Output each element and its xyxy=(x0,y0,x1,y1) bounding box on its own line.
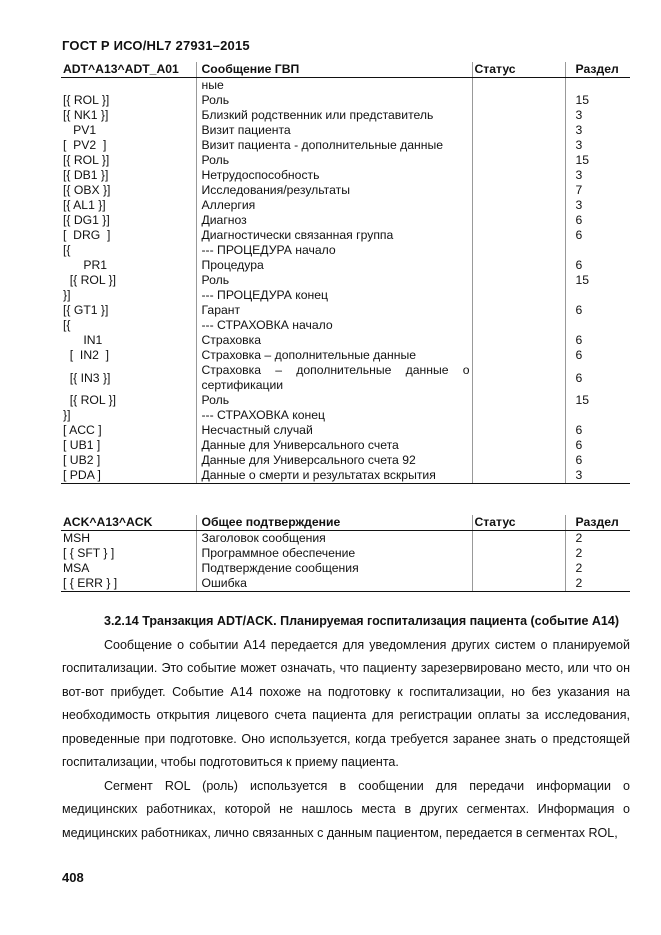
segment-cell xyxy=(61,153,196,168)
section-cell xyxy=(565,273,630,288)
description-cell-text: Близкий родственник или представитель xyxy=(201,108,434,122)
section-cell xyxy=(565,531,630,547)
section-cell-text: 15 xyxy=(575,273,590,287)
description-cell-text: --- СТРАХОВКА начало xyxy=(201,318,333,332)
section-heading: 3.2.14 Транзакция ADT/ACK. Планируемая госпитализация пациента (событие A14) xyxy=(104,614,619,628)
column-header-message: Сообщение ГВП xyxy=(196,62,472,78)
segment-cell xyxy=(61,168,196,183)
section-cell-text: 7 xyxy=(575,183,583,197)
segment-cell xyxy=(61,78,196,94)
table-row xyxy=(61,78,630,94)
section-cell-text: 6 xyxy=(575,453,583,467)
description-cell-text: --- СТРАХОВКА конец xyxy=(201,408,326,422)
table-row xyxy=(61,228,630,243)
description-cell xyxy=(196,213,472,228)
table-row xyxy=(61,273,630,288)
status-cell xyxy=(472,531,565,547)
description-cell-text: Диагноз xyxy=(201,213,247,227)
section-cell xyxy=(565,423,630,438)
segment-cell-text: [ PV2 ] xyxy=(63,138,107,152)
segment-cell xyxy=(61,423,196,438)
segment-cell-text: [ IN2 ] xyxy=(63,348,110,362)
segment-cell-text: [{ IN3 }] xyxy=(63,370,111,385)
section-cell xyxy=(565,303,630,318)
table-row xyxy=(61,453,630,468)
table-row xyxy=(61,348,630,363)
section-cell-text: 6 xyxy=(575,228,583,242)
segment-cell xyxy=(61,576,196,592)
segment-cell xyxy=(61,348,196,363)
column-header-section: Раздел xyxy=(565,62,630,78)
segment-cell xyxy=(61,273,196,288)
description-cell-text: Несчастный случай xyxy=(201,423,313,437)
section-cell xyxy=(565,348,630,363)
table-row xyxy=(61,93,630,108)
section-cell xyxy=(565,243,630,258)
table-row xyxy=(61,243,630,258)
section-cell xyxy=(565,318,630,333)
section-cell-text: 3 xyxy=(575,468,583,482)
section-cell-text: 6 xyxy=(575,213,583,227)
table-row xyxy=(61,531,630,547)
section-3-2-14 xyxy=(62,610,630,845)
status-cell xyxy=(472,438,565,453)
table-row xyxy=(61,153,630,168)
segment-cell xyxy=(61,198,196,213)
description-cell-text: --- ПРОЦЕДУРА начало xyxy=(201,243,336,257)
paragraph: Сообщение о событии A14 передается для уведомления других систем о планируемой госпитализации. Это событие может означать, что пациенту зарезервировано место, или что он вот-вот прибудет. Событие A14 похоже на подготовку к госпитализации, но без указания на необходимость открытия лицевого счета пациента для регистрации оплаты за исследования, проведенные при подготовке. Оно используется, когда требуется заранее знать о предстоящей госпитализации, чтобы подготовиться к приему пациента. xyxy=(62,637,630,769)
segment-cell-text: IN1 xyxy=(63,333,103,347)
segment-cell xyxy=(61,561,196,576)
section-cell xyxy=(565,123,630,138)
section-cell xyxy=(565,561,630,576)
segment-cell-text: [{ xyxy=(63,243,71,257)
section-cell xyxy=(565,576,630,592)
description-cell xyxy=(196,198,472,213)
status-cell xyxy=(472,333,565,348)
status-cell xyxy=(472,453,565,468)
status-cell xyxy=(472,183,565,198)
section-cell xyxy=(565,228,630,243)
description-cell-text: ные xyxy=(201,78,224,92)
description-cell xyxy=(196,423,472,438)
table-row xyxy=(61,438,630,453)
description-cell-text: Роль xyxy=(201,393,230,407)
description-cell xyxy=(196,348,472,363)
section-cell-text: 6 xyxy=(575,333,583,347)
table-row xyxy=(61,258,630,273)
segment-cell-text: [{ OBX }] xyxy=(63,183,111,197)
segment-cell xyxy=(61,546,196,561)
table-row xyxy=(61,303,630,318)
segment-cell xyxy=(61,183,196,198)
message-structure-table-adt-a13 xyxy=(61,62,630,484)
description-cell-text: Роль xyxy=(201,93,230,107)
section-cell-text: 6 xyxy=(575,423,583,437)
segment-cell xyxy=(61,303,196,318)
section-cell-text: 2 xyxy=(575,576,583,590)
status-cell xyxy=(472,303,565,318)
description-cell xyxy=(196,333,472,348)
segment-cell xyxy=(61,333,196,348)
section-cell xyxy=(565,183,630,198)
section-cell-text: 6 xyxy=(575,303,583,317)
segment-cell xyxy=(61,438,196,453)
page-number: 408 xyxy=(62,870,84,885)
section-cell-text: 15 xyxy=(575,93,590,107)
table-row xyxy=(61,108,630,123)
section-cell xyxy=(565,408,630,423)
table-row xyxy=(61,123,630,138)
description-cell xyxy=(196,453,472,468)
section-cell xyxy=(565,168,630,183)
section-cell-text: 3 xyxy=(575,198,583,212)
description-cell xyxy=(196,258,472,273)
table-row xyxy=(61,363,630,393)
table-header-row xyxy=(61,515,630,531)
segment-cell-text: [ ACC ] xyxy=(63,423,102,437)
table-row xyxy=(61,393,630,408)
description-cell-text: Гарант xyxy=(201,303,241,317)
column-header-segment: ACK^A13^ACK xyxy=(61,515,196,531)
status-cell xyxy=(472,138,565,153)
description-cell-text: Визит пациента xyxy=(201,123,291,137)
message-structure-table-ack-a13 xyxy=(61,515,630,592)
column-header-status: Статус xyxy=(472,62,565,78)
section-cell xyxy=(565,108,630,123)
section-cell-text: 15 xyxy=(575,393,590,407)
description-cell-text: Исследования/результаты xyxy=(201,183,350,197)
segment-cell-text: MSA xyxy=(63,561,90,575)
segment-cell-text: [{ AL1 }] xyxy=(63,198,106,212)
segment-cell xyxy=(61,393,196,408)
segment-cell xyxy=(61,213,196,228)
section-cell xyxy=(565,438,630,453)
column-header-status: Статус xyxy=(472,515,565,531)
description-cell xyxy=(196,468,472,484)
segment-cell xyxy=(61,468,196,484)
table-row xyxy=(61,198,630,213)
section-cell xyxy=(565,93,630,108)
segment-cell xyxy=(61,243,196,258)
status-cell xyxy=(472,273,565,288)
description-cell xyxy=(196,531,472,547)
segment-cell-text: [ UB1 ] xyxy=(63,438,101,452)
status-cell xyxy=(472,168,565,183)
status-cell xyxy=(472,213,565,228)
segment-cell-text: [ { ERR } ] xyxy=(63,576,118,590)
section-cell xyxy=(565,453,630,468)
description-cell xyxy=(196,153,472,168)
segment-cell xyxy=(61,408,196,423)
description-cell-text: Визит пациента - дополнительные данные xyxy=(201,138,443,152)
segment-cell-text: }] xyxy=(63,288,71,302)
table-row xyxy=(61,561,630,576)
table-row xyxy=(61,408,630,423)
status-cell xyxy=(472,288,565,303)
description-cell-text: Роль xyxy=(201,273,230,287)
table-row xyxy=(61,183,630,198)
table-header-row xyxy=(61,62,630,78)
table-row xyxy=(61,333,630,348)
description-cell-text: Ошибка xyxy=(201,576,247,590)
document-header: ГОСТ Р ИСО/HL7 27931–2015 xyxy=(62,38,250,53)
description-cell xyxy=(196,138,472,153)
status-cell xyxy=(472,408,565,423)
segment-cell-text: [{ ROL }] xyxy=(63,153,110,167)
segment-cell xyxy=(61,108,196,123)
segment-cell-text: PV1 xyxy=(63,123,97,137)
description-cell xyxy=(196,546,472,561)
column-header-section: Раздел xyxy=(565,515,630,531)
status-cell xyxy=(472,348,565,363)
status-cell xyxy=(472,123,565,138)
description-cell-text: --- ПРОЦЕДУРА конец xyxy=(201,288,329,302)
description-cell xyxy=(196,288,472,303)
table-row xyxy=(61,468,630,484)
section-cell-text: 3 xyxy=(575,123,583,137)
description-cell xyxy=(196,123,472,138)
description-cell-text: Страховка xyxy=(201,333,262,347)
description-cell-text: Данные для Универсального счета 92 xyxy=(201,453,416,467)
segment-cell xyxy=(61,258,196,273)
section-cell-text: 6 xyxy=(575,370,583,385)
table-row xyxy=(61,138,630,153)
segment-cell-text: [{ xyxy=(63,318,71,332)
segment-cell-text: [{ DG1 }] xyxy=(63,213,110,227)
description-cell-text: Данные для Универсального счета xyxy=(201,438,399,452)
description-cell-text: Данные о смерти и результатах вскрытия xyxy=(201,468,436,482)
table-row xyxy=(61,423,630,438)
segment-cell xyxy=(61,363,196,393)
description-cell xyxy=(196,576,472,592)
status-cell xyxy=(472,258,565,273)
table-row xyxy=(61,576,630,592)
status-cell xyxy=(472,393,565,408)
status-cell xyxy=(472,423,565,438)
segment-cell-text: [{ DB1 }] xyxy=(63,168,109,182)
section-cell xyxy=(565,546,630,561)
status-cell xyxy=(472,108,565,123)
column-header-segment: ADT^A13^ADT_A01 xyxy=(61,62,196,78)
section-cell-text: 3 xyxy=(575,108,583,122)
description-cell-text: Процедура xyxy=(201,258,264,272)
description-cell xyxy=(196,78,472,94)
section-cell-text: 2 xyxy=(575,531,583,545)
description-cell xyxy=(196,183,472,198)
section-cell-text: 15 xyxy=(575,153,590,167)
status-cell xyxy=(472,153,565,168)
segment-cell xyxy=(61,228,196,243)
segment-cell xyxy=(61,453,196,468)
status-cell xyxy=(472,198,565,213)
segment-cell-text: [ DRG ] xyxy=(63,228,111,242)
description-cell-text: Роль xyxy=(201,153,230,167)
description-cell-text: Подтверждение сообщения xyxy=(201,561,359,575)
section-cell xyxy=(565,393,630,408)
section-cell-text: 2 xyxy=(575,546,583,560)
description-cell xyxy=(196,408,472,423)
status-cell xyxy=(472,93,565,108)
description-cell xyxy=(196,168,472,183)
description-cell xyxy=(196,108,472,123)
description-cell xyxy=(196,243,472,258)
status-cell xyxy=(472,363,565,393)
segment-cell-text: }] xyxy=(63,408,71,422)
section-cell xyxy=(565,78,630,94)
segment-cell-text: [{ NK1 }] xyxy=(63,108,109,122)
section-cell xyxy=(565,468,630,484)
description-cell xyxy=(196,438,472,453)
description-cell-text: Нетрудоспособность xyxy=(201,168,320,182)
description-cell xyxy=(196,93,472,108)
description-cell-text: Программное обеспечение xyxy=(201,546,356,560)
description-cell xyxy=(196,393,472,408)
section-cell-text: 6 xyxy=(575,258,583,272)
table-row xyxy=(61,288,630,303)
section-cell xyxy=(565,288,630,303)
status-cell xyxy=(472,546,565,561)
column-header-message: Общее подтверждение xyxy=(196,515,472,531)
segment-cell-text: [ { SFT } ] xyxy=(63,546,115,560)
section-cell-text: 6 xyxy=(575,348,583,362)
description-cell xyxy=(196,363,472,393)
table-row xyxy=(61,168,630,183)
description-cell xyxy=(196,561,472,576)
description-cell-text: Страховка – дополнительные данные xyxy=(201,348,417,362)
table-row xyxy=(61,213,630,228)
section-cell-text: 6 xyxy=(575,438,583,452)
status-cell xyxy=(472,243,565,258)
segment-cell xyxy=(61,531,196,547)
description-cell xyxy=(196,273,472,288)
section-cell xyxy=(565,363,630,393)
status-cell xyxy=(472,228,565,243)
segment-cell xyxy=(61,138,196,153)
segment-cell-text: [ PDA ] xyxy=(63,468,101,482)
segment-cell-text: [{ ROL }] xyxy=(63,393,117,407)
description-cell-text: Заголовок сообщения xyxy=(201,531,326,545)
section-cell xyxy=(565,333,630,348)
segment-cell-text: MSH xyxy=(63,531,91,545)
segment-cell-text: [ UB2 ] xyxy=(63,453,101,467)
section-cell xyxy=(565,138,630,153)
segment-cell xyxy=(61,318,196,333)
section-cell-text: 3 xyxy=(575,138,583,152)
section-cell xyxy=(565,213,630,228)
status-cell xyxy=(472,576,565,592)
status-cell xyxy=(472,561,565,576)
description-cell xyxy=(196,303,472,318)
description-cell xyxy=(196,228,472,243)
status-cell xyxy=(472,468,565,484)
segment-cell-text: [{ ROL }] xyxy=(63,273,117,287)
table-row xyxy=(61,546,630,561)
segment-cell xyxy=(61,288,196,303)
section-cell xyxy=(565,198,630,213)
segment-cell-text: [{ GT1 }] xyxy=(63,303,109,317)
status-cell xyxy=(472,318,565,333)
segment-cell-text: [{ ROL }] xyxy=(63,93,110,107)
table-row xyxy=(61,318,630,333)
description-cell xyxy=(196,318,472,333)
segment-cell xyxy=(61,93,196,108)
description-cell-text: Диагностически связанная группа xyxy=(201,228,394,242)
description-cell-text: Страховка – дополнительные данные о сертификации xyxy=(201,363,470,392)
segment-cell xyxy=(61,123,196,138)
description-cell-text: Аллергия xyxy=(201,198,256,212)
section-cell-text: 2 xyxy=(575,561,583,575)
section-cell xyxy=(565,258,630,273)
section-cell-text: 3 xyxy=(575,168,583,182)
status-cell xyxy=(472,78,565,94)
section-cell xyxy=(565,153,630,168)
segment-cell-text: PR1 xyxy=(63,258,108,272)
paragraph: Сегмент ROL (роль) используется в сообщении для передачи информации о медицинских работниках, которой не нашлось места в других сегментах. Информация о медицинских работниках, лично связанных с данным пациентом, передается в сегментах ROL, xyxy=(62,778,630,840)
